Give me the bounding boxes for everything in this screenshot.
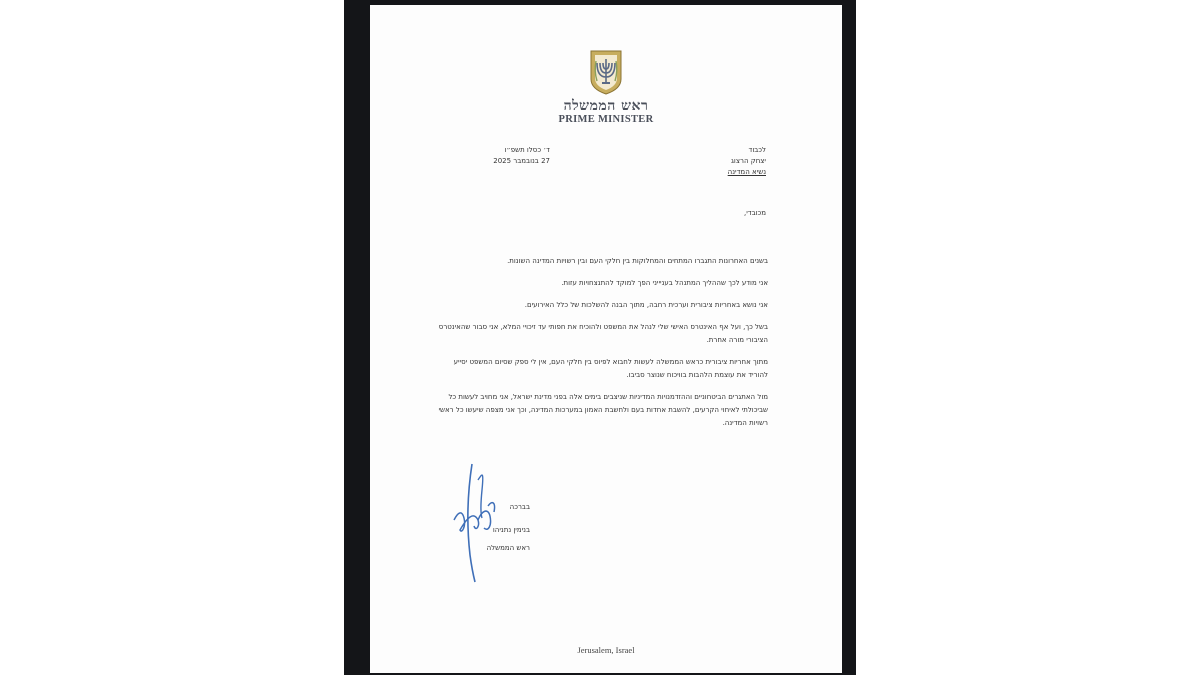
letter-body — [392, 255, 768, 430]
body-line: מתוך אחריות ציבורית כראש הממשלה לעשות לחבוא לפיוס בין חלקי העם, אין לי ספק שסיום המשפט יסייע — [453, 358, 768, 366]
body-line: להוריד את עוצמת הלהבות בוויכוח שנוצר סביבו. — [626, 371, 768, 379]
gregorian-date: 27 בנובמבר 2025 — [493, 157, 550, 165]
hebrew-date: ד׳ כסלו תשפ״ו — [504, 146, 550, 154]
handwritten-signature-icon — [448, 460, 508, 585]
recipient-title: נשיא המדינה — [727, 168, 766, 176]
footer-location: Jerusalem, Israel — [577, 645, 635, 655]
body-line: אני מודע לכך שההליך המתנהל בעניייני הפך למוקד להתנצחויות עזות. — [561, 279, 768, 287]
date-block — [480, 145, 550, 167]
body-line: מול האתגרים הביטחוניים וההזדמנויות המדיניות שניצבים בימים אלה בפני מדינת ישראל, אני מחויב לעשות כל — [448, 393, 768, 401]
body-line: רשויות המדינה. — [722, 419, 768, 427]
recipient-block — [700, 145, 766, 178]
signatory-name: בנימין נתניהו — [492, 526, 530, 534]
office-title-hebrew: ראש הממשלה — [563, 98, 649, 114]
body-line: בשל כך, ועל אף האינטרס האישי שלי לנהל את המשפט ולהוכיח את חפותי עד זיכויי המלא, אני סבור שהאינטרס — [438, 323, 768, 331]
salutation: מכובדי, — [743, 209, 766, 217]
body-line: הציבורי מורה אחרת. — [706, 336, 768, 344]
body-line: שביכולתי לאיחוי הקרעים, להשבת אחדות בעם ולחשבת האמון במערכות המדינה, וכך אני מצפה שיעשו כל ראשי — [438, 406, 768, 414]
closing-regards: בברכה — [509, 503, 530, 511]
recipient-prefix: לכבוד — [748, 146, 766, 154]
body-line: אני נושא באחריות ציבורית וערכית רחבה, מתוך הבנה להשלכות של כלל האירועים. — [524, 301, 768, 309]
letter-page — [370, 5, 842, 673]
body-line: בשנים האחרונות התגברו המתחים והמחלוקות בין חלקי העם ובין רשויות המדינה השונות. — [507, 257, 768, 265]
emblem-of-israel-icon — [588, 49, 624, 95]
office-title-english: PRIME MINISTER — [558, 114, 654, 125]
recipient-name: יצחק הרצוג — [731, 157, 766, 165]
signatory-title: ראש הממשלה — [486, 544, 530, 552]
